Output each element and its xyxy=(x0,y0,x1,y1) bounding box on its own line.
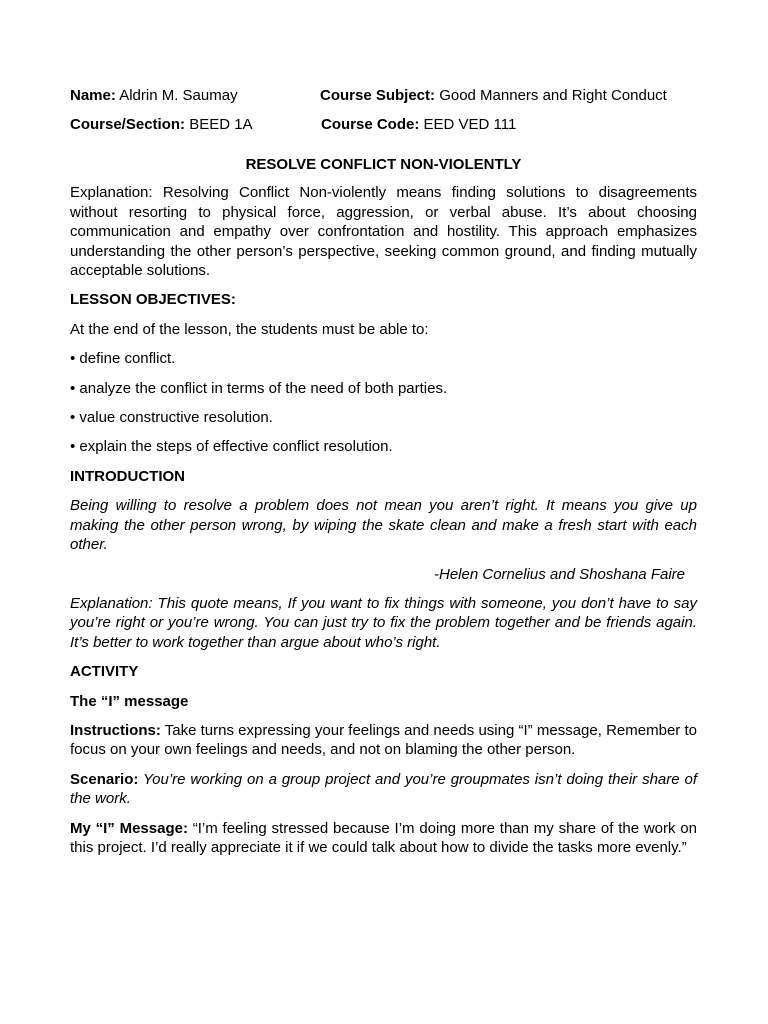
objectives-heading: LESSON OBJECTIVES: xyxy=(70,291,236,309)
instructions-label: Instructions: xyxy=(70,721,161,739)
code-label: Course Code: xyxy=(321,116,420,133)
scenario-label: Scenario: xyxy=(70,770,139,788)
i-message-text: “I’m feeling stressed because I’m doing more than my share of the work on this project. I’d really appreciate it if we could talk about how to divide the tasks more evenly.” xyxy=(70,819,697,856)
quote-explanation: Explanation: This quote means, If you want to fix things with someone, you don’t have to say you’re right or you’re wrong. You can just try to fix the problem together and be friends again. It’s better to work together than argue about who’s right. xyxy=(70,594,697,651)
activity-subheading: The “I” message xyxy=(70,692,189,710)
objective-item-3: • value constructive resolution. xyxy=(70,409,273,427)
instructions-text: Take turns expressing your feelings and needs using “I” message, Remember to focus on your own feelings and needs, and not on blaming the other person. xyxy=(70,721,697,759)
i-message-paragraph xyxy=(70,819,697,858)
section-label: Course/Section: xyxy=(70,116,186,133)
course-section xyxy=(70,115,253,134)
section-value: BEED 1A xyxy=(185,116,253,133)
explanation-paragraph: Explanation: Resolving Conflict Non-violently means finding solutions to disagreements without resorting to physical force, aggression, or verbal abuse. It’s about choosing communication and empathy over confrontation and hostility. This approach emphasizes understanding the other person’s perspective, seeking common ground, and finding mutually acceptable solutions. xyxy=(70,184,697,280)
objectives-intro: At the end of the lesson, the students must be able to: xyxy=(70,320,429,338)
instructions-paragraph xyxy=(70,721,697,760)
introduction-heading: INTRODUCTION xyxy=(70,467,185,485)
header-row-2 xyxy=(70,115,697,135)
subject-label: Course Subject: xyxy=(320,87,436,104)
introduction-quote: Being willing to resolve a problem does not mean you aren’t right. It means you give up making the other person wrong, by wiping the skate clean and make a fresh start with each other. xyxy=(70,497,697,554)
objective-item-4: • explain the steps of effective conflict resolution. xyxy=(70,438,393,456)
objective-item-2: • analyze the conflict in terms of the need of both parties. xyxy=(70,379,448,397)
activity-heading: ACTIVITY xyxy=(70,663,139,681)
scenario-paragraph xyxy=(70,770,697,809)
document-title: RESOLVE CONFLICT NON-VIOLENTLY xyxy=(245,156,522,173)
code-value: EED VED 111 xyxy=(419,116,517,133)
objective-item-1: • define conflict. xyxy=(70,350,176,368)
header-row-1 xyxy=(70,86,697,106)
i-message-label: My “I” Message: xyxy=(70,819,188,837)
document-page xyxy=(70,86,697,867)
name-value: Aldrin M. Saumay xyxy=(115,87,238,104)
scenario-text: You’re working on a group project and you’re groupmates isn’t doing their share of the work. xyxy=(70,770,697,808)
name-label: Name: xyxy=(70,87,116,104)
course-code xyxy=(321,115,516,134)
student-name xyxy=(70,86,238,105)
quote-author: -Helen Cornelius and Shoshana Faire xyxy=(434,565,685,583)
subject-value: Good Manners and Right Conduct xyxy=(435,87,667,104)
course-subject xyxy=(320,86,667,105)
